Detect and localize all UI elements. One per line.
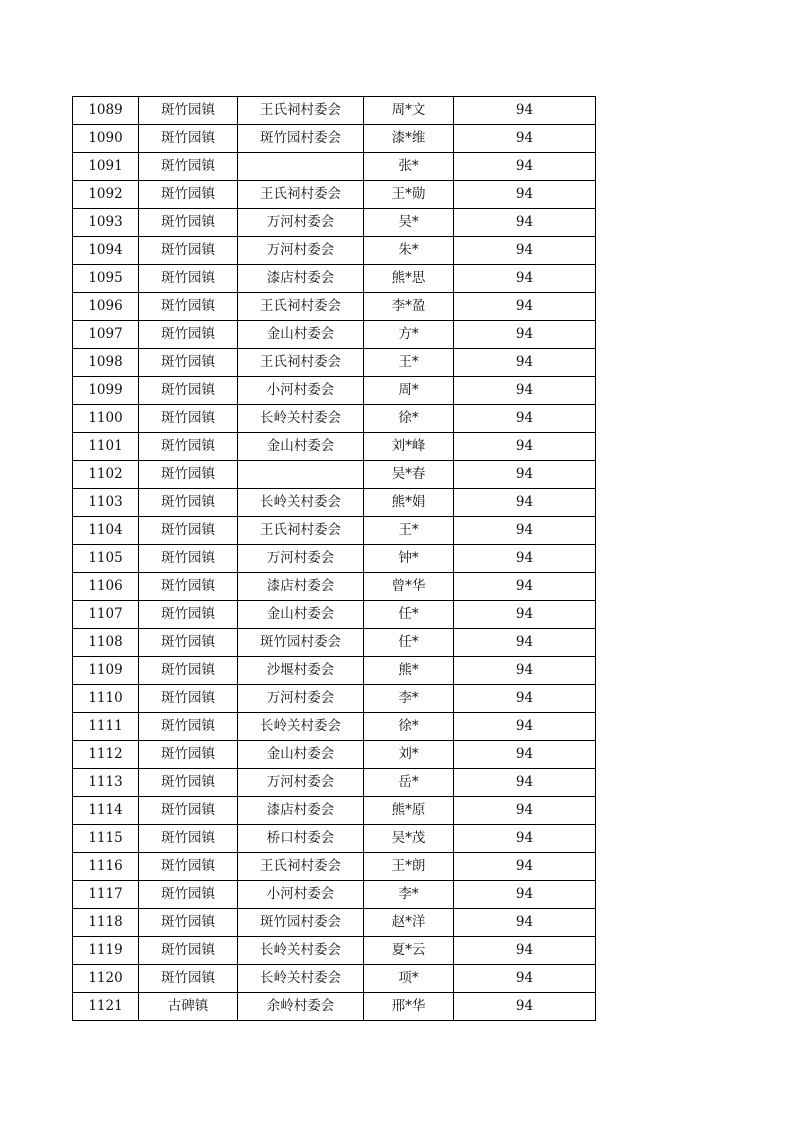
row-number-cell: 1095 [73, 265, 139, 293]
person-name-cell: 李* [364, 881, 454, 909]
row-number-cell: 1109 [73, 657, 139, 685]
village-committee-cell: 长岭关村委会 [238, 405, 364, 433]
table-row [73, 97, 596, 125]
score-cell: 94 [454, 209, 596, 237]
score-cell: 94 [454, 517, 596, 545]
village-committee-cell [238, 153, 364, 181]
table-row [73, 881, 596, 909]
town-cell: 斑竹园镇 [139, 825, 238, 853]
row-number-cell: 1098 [73, 349, 139, 377]
table-row [73, 909, 596, 937]
village-committee-cell: 长岭关村委会 [238, 937, 364, 965]
row-number-cell: 1108 [73, 629, 139, 657]
village-committee-cell: 王氏祠村委会 [238, 293, 364, 321]
town-cell: 斑竹园镇 [139, 489, 238, 517]
person-name-cell: 刘*峰 [364, 433, 454, 461]
score-cell: 94 [454, 321, 596, 349]
village-committee-cell: 万河村委会 [238, 769, 364, 797]
town-cell: 斑竹园镇 [139, 461, 238, 489]
town-cell: 斑竹园镇 [139, 97, 238, 125]
village-committee-cell: 王氏祠村委会 [238, 853, 364, 881]
town-cell: 斑竹园镇 [139, 265, 238, 293]
person-name-cell: 徐* [364, 405, 454, 433]
row-number-cell: 1090 [73, 125, 139, 153]
score-cell: 94 [454, 349, 596, 377]
row-number-cell: 1104 [73, 517, 139, 545]
row-number-cell: 1103 [73, 489, 139, 517]
town-cell: 斑竹园镇 [139, 209, 238, 237]
score-cell: 94 [454, 97, 596, 125]
score-cell: 94 [454, 601, 596, 629]
row-number-cell: 1099 [73, 377, 139, 405]
score-cell: 94 [454, 797, 596, 825]
person-name-cell: 王* [364, 517, 454, 545]
table-row [73, 545, 596, 573]
roster-table-body [73, 97, 596, 1021]
village-committee-cell: 王氏祠村委会 [238, 517, 364, 545]
town-cell: 斑竹园镇 [139, 377, 238, 405]
town-cell: 斑竹园镇 [139, 545, 238, 573]
table-row [73, 349, 596, 377]
table-row [73, 685, 596, 713]
village-committee-cell: 桥口村委会 [238, 825, 364, 853]
town-cell: 斑竹园镇 [139, 713, 238, 741]
row-number-cell: 1093 [73, 209, 139, 237]
village-committee-cell: 斑竹园村委会 [238, 629, 364, 657]
table-row [73, 573, 596, 601]
table-row [73, 321, 596, 349]
person-name-cell: 项* [364, 965, 454, 993]
person-name-cell: 周* [364, 377, 454, 405]
row-number-cell: 1092 [73, 181, 139, 209]
score-cell: 94 [454, 741, 596, 769]
table-row [73, 629, 596, 657]
score-cell: 94 [454, 405, 596, 433]
table-row [73, 853, 596, 881]
town-cell: 斑竹园镇 [139, 517, 238, 545]
village-committee-cell: 长岭关村委会 [238, 489, 364, 517]
village-committee-cell: 沙堰村委会 [238, 657, 364, 685]
town-cell: 斑竹园镇 [139, 349, 238, 377]
town-cell: 斑竹园镇 [139, 405, 238, 433]
row-number-cell: 1111 [73, 713, 139, 741]
table-row [73, 797, 596, 825]
person-name-cell: 熊*娟 [364, 489, 454, 517]
table-row [73, 237, 596, 265]
town-cell: 斑竹园镇 [139, 181, 238, 209]
person-name-cell: 熊* [364, 657, 454, 685]
row-number-cell: 1118 [73, 909, 139, 937]
person-name-cell: 刘* [364, 741, 454, 769]
village-committee-cell: 金山村委会 [238, 741, 364, 769]
score-cell: 94 [454, 153, 596, 181]
table-row [73, 433, 596, 461]
table-row [73, 601, 596, 629]
person-name-cell: 任* [364, 601, 454, 629]
row-number-cell: 1115 [73, 825, 139, 853]
table-row [73, 153, 596, 181]
town-cell: 斑竹园镇 [139, 293, 238, 321]
village-committee-cell: 金山村委会 [238, 601, 364, 629]
row-number-cell: 1120 [73, 965, 139, 993]
person-name-cell: 李*盈 [364, 293, 454, 321]
score-cell: 94 [454, 433, 596, 461]
table-row [73, 657, 596, 685]
town-cell: 斑竹园镇 [139, 657, 238, 685]
village-committee-cell: 长岭关村委会 [238, 965, 364, 993]
person-name-cell: 吴*春 [364, 461, 454, 489]
town-cell: 斑竹园镇 [139, 965, 238, 993]
town-cell: 斑竹园镇 [139, 797, 238, 825]
person-name-cell: 漆*维 [364, 125, 454, 153]
row-number-cell: 1097 [73, 321, 139, 349]
score-cell: 94 [454, 713, 596, 741]
town-cell: 斑竹园镇 [139, 153, 238, 181]
row-number-cell: 1119 [73, 937, 139, 965]
village-committee-cell: 万河村委会 [238, 237, 364, 265]
score-cell: 94 [454, 853, 596, 881]
row-number-cell: 1101 [73, 433, 139, 461]
row-number-cell: 1106 [73, 573, 139, 601]
village-committee-cell: 小河村委会 [238, 377, 364, 405]
village-committee-cell: 漆店村委会 [238, 797, 364, 825]
village-committee-cell: 万河村委会 [238, 545, 364, 573]
table-row [73, 293, 596, 321]
village-committee-cell: 斑竹园村委会 [238, 909, 364, 937]
person-name-cell: 吴*茂 [364, 825, 454, 853]
table-row [73, 265, 596, 293]
person-name-cell: 朱* [364, 237, 454, 265]
person-name-cell: 任* [364, 629, 454, 657]
town-cell: 斑竹园镇 [139, 937, 238, 965]
person-name-cell: 王* [364, 349, 454, 377]
person-name-cell: 钟* [364, 545, 454, 573]
score-cell: 94 [454, 769, 596, 797]
row-number-cell: 1112 [73, 741, 139, 769]
person-name-cell: 曾*华 [364, 573, 454, 601]
score-cell: 94 [454, 657, 596, 685]
town-cell: 古碑镇 [139, 993, 238, 1021]
village-committee-cell: 小河村委会 [238, 881, 364, 909]
village-committee-cell: 斑竹园村委会 [238, 125, 364, 153]
village-committee-cell: 金山村委会 [238, 433, 364, 461]
village-committee-cell: 余岭村委会 [238, 993, 364, 1021]
score-cell: 94 [454, 629, 596, 657]
person-name-cell: 王*朗 [364, 853, 454, 881]
row-number-cell: 1105 [73, 545, 139, 573]
score-cell: 94 [454, 461, 596, 489]
person-name-cell: 徐* [364, 713, 454, 741]
row-number-cell: 1089 [73, 97, 139, 125]
row-number-cell: 1121 [73, 993, 139, 1021]
row-number-cell: 1096 [73, 293, 139, 321]
score-cell: 94 [454, 965, 596, 993]
score-cell: 94 [454, 993, 596, 1021]
town-cell: 斑竹园镇 [139, 769, 238, 797]
person-name-cell: 李* [364, 685, 454, 713]
table-row [73, 209, 596, 237]
score-cell: 94 [454, 573, 596, 601]
town-cell: 斑竹园镇 [139, 741, 238, 769]
table-row [73, 489, 596, 517]
town-cell: 斑竹园镇 [139, 573, 238, 601]
score-cell: 94 [454, 237, 596, 265]
score-cell: 94 [454, 937, 596, 965]
town-cell: 斑竹园镇 [139, 881, 238, 909]
town-cell: 斑竹园镇 [139, 433, 238, 461]
row-number-cell: 1094 [73, 237, 139, 265]
village-committee-cell: 漆店村委会 [238, 573, 364, 601]
score-cell: 94 [454, 125, 596, 153]
table-row [73, 517, 596, 545]
town-cell: 斑竹园镇 [139, 909, 238, 937]
village-committee-cell: 金山村委会 [238, 321, 364, 349]
person-name-cell: 方* [364, 321, 454, 349]
score-cell: 94 [454, 909, 596, 937]
row-number-cell: 1100 [73, 405, 139, 433]
row-number-cell: 1114 [73, 797, 139, 825]
row-number-cell: 1102 [73, 461, 139, 489]
score-cell: 94 [454, 881, 596, 909]
town-cell: 斑竹园镇 [139, 237, 238, 265]
score-cell: 94 [454, 825, 596, 853]
village-committee-cell: 王氏祠村委会 [238, 349, 364, 377]
person-name-cell: 赵*洋 [364, 909, 454, 937]
village-committee-cell: 万河村委会 [238, 209, 364, 237]
table-row [73, 181, 596, 209]
row-number-cell: 1107 [73, 601, 139, 629]
table-row [73, 937, 596, 965]
row-number-cell: 1113 [73, 769, 139, 797]
person-name-cell: 王*勋 [364, 181, 454, 209]
table-row [73, 769, 596, 797]
score-cell: 94 [454, 181, 596, 209]
village-committee-cell [238, 461, 364, 489]
table-row [73, 825, 596, 853]
table-row [73, 405, 596, 433]
person-name-cell: 岳* [364, 769, 454, 797]
table-row [73, 741, 596, 769]
person-name-cell: 熊*原 [364, 797, 454, 825]
table-row [73, 377, 596, 405]
village-committee-cell: 王氏祠村委会 [238, 181, 364, 209]
village-committee-cell: 万河村委会 [238, 685, 364, 713]
town-cell: 斑竹园镇 [139, 853, 238, 881]
score-cell: 94 [454, 489, 596, 517]
town-cell: 斑竹园镇 [139, 321, 238, 349]
row-number-cell: 1116 [73, 853, 139, 881]
person-name-cell: 吴* [364, 209, 454, 237]
town-cell: 斑竹园镇 [139, 601, 238, 629]
row-number-cell: 1110 [73, 685, 139, 713]
row-number-cell: 1091 [73, 153, 139, 181]
village-committee-cell: 漆店村委会 [238, 265, 364, 293]
score-cell: 94 [454, 293, 596, 321]
score-cell: 94 [454, 685, 596, 713]
person-name-cell: 邢*华 [364, 993, 454, 1021]
table-row [73, 713, 596, 741]
person-name-cell: 张* [364, 153, 454, 181]
village-committee-cell: 王氏祠村委会 [238, 97, 364, 125]
village-committee-cell: 长岭关村委会 [238, 713, 364, 741]
row-number-cell: 1117 [73, 881, 139, 909]
table-row [73, 993, 596, 1021]
score-cell: 94 [454, 265, 596, 293]
table-row [73, 461, 596, 489]
table-row [73, 965, 596, 993]
score-cell: 94 [454, 377, 596, 405]
person-name-cell: 熊*思 [364, 265, 454, 293]
town-cell: 斑竹园镇 [139, 125, 238, 153]
person-name-cell: 夏*云 [364, 937, 454, 965]
person-name-cell: 周*文 [364, 97, 454, 125]
roster-table [72, 96, 596, 1021]
table-row [73, 125, 596, 153]
town-cell: 斑竹园镇 [139, 685, 238, 713]
score-cell: 94 [454, 545, 596, 573]
town-cell: 斑竹园镇 [139, 629, 238, 657]
